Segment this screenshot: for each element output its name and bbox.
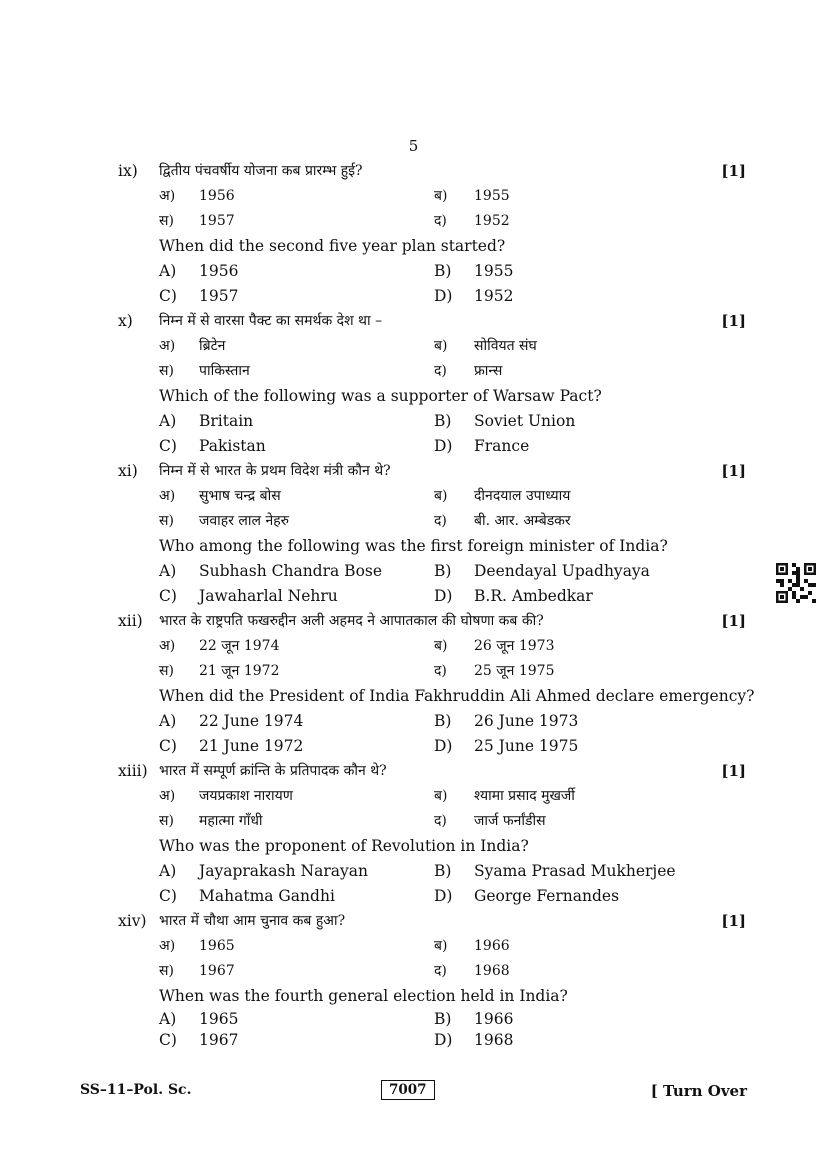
question-text-hindi: निम्न में से भारत के प्रथम विदेश मंत्री कौन थे? (159, 463, 391, 479)
option-d: D) George Fernandes (434, 886, 620, 905)
question-x (118, 308, 746, 458)
option-hindi-d: द) जार्ज फर्नांडीस (434, 813, 546, 829)
marks-badge: [1] (721, 611, 746, 630)
option-hindi-b: ब) 1955 (434, 187, 510, 204)
option-b: B) 1966 (434, 1009, 514, 1028)
marks-badge: [1] (721, 761, 746, 780)
option-hindi-a: अ) 22 जून 1974 (159, 638, 280, 654)
option-b: B) Soviet Union (434, 411, 576, 430)
option-hindi-c: स) महात्मा गाँधी (159, 813, 263, 829)
option-hindi-a: अ) सुभाष चन्द्र बोस (159, 488, 281, 504)
option-d: D) 1968 (434, 1030, 514, 1049)
marks-badge: [1] (721, 311, 746, 330)
question-text-hindi: भारत में चौथा आम चुनाव कब हुआ? (159, 913, 346, 929)
option-b: B) 1955 (434, 261, 514, 280)
option-hindi-b: ब) 26 जून 1973 (434, 638, 555, 654)
page-number: 5 (408, 137, 419, 155)
option-c: C) 21 June 1972 (159, 736, 304, 755)
marks-badge: [1] (721, 911, 746, 930)
option-hindi-a: अ) 1965 (159, 937, 235, 954)
option-hindi-c: स) पाकिस्तान (159, 363, 250, 379)
option-d: D) B.R. Ambedkar (434, 586, 593, 605)
option-hindi-a: अ) 1956 (159, 187, 235, 204)
option-b: B) Syama Prasad Mukherjee (434, 861, 676, 880)
question-number: xiv) (118, 911, 147, 930)
option-hindi-b: ब) सोवियत संघ (434, 338, 537, 354)
option-c: C) 1967 (159, 1030, 239, 1049)
option-c: C) Jawaharlal Nehru (159, 586, 338, 605)
qr-code-icon (776, 563, 816, 603)
option-b: B) Deendayal Upadhyaya (434, 561, 650, 580)
option-hindi-d: द) 25 जून 1975 (434, 663, 555, 679)
option-hindi-d: द) 1952 (434, 212, 510, 229)
page-code-box: 7007 (381, 1080, 435, 1100)
option-hindi-b: ब) 1966 (434, 937, 510, 954)
option-hindi-c: स) 1957 (159, 212, 235, 229)
question-text-english: Who among the following was the first foreign minister of India? (159, 536, 668, 555)
question-text-english: Who was the proponent of Revolution in India? (159, 836, 529, 855)
question-number: x) (118, 311, 133, 330)
option-a: A) 1956 (159, 261, 239, 280)
question-text-english: When did the second five year plan started? (159, 236, 506, 255)
question-xiv (118, 908, 746, 1050)
question-text-hindi: निम्न में से वारसा पैक्ट का समर्थक देश था – (159, 313, 383, 329)
question-text-english: When did the President of India Fakhruddin Ali Ahmed declare emergency? (159, 686, 755, 705)
option-a: A) 22 June 1974 (159, 711, 304, 730)
option-a: A) Subhash Chandra Bose (159, 561, 383, 580)
marks-badge: [1] (721, 461, 746, 480)
turn-over-label: [ Turn Over (650, 1082, 747, 1100)
question-number: xiii) (118, 761, 148, 780)
option-hindi-a: अ) जयप्रकाश नारायण (159, 788, 293, 804)
question-xiii (118, 758, 746, 908)
option-c: C) Mahatma Gandhi (159, 886, 335, 905)
option-hindi-d: द) बी. आर. अम्बेडकर (434, 513, 571, 529)
question-text-english: Which of the following was a supporter of Warsaw Pact? (159, 386, 602, 405)
option-hindi-b: ब) दीनदयाल उपाध्याय (434, 488, 571, 504)
question-xii (118, 608, 755, 758)
option-hindi-c: स) 21 जून 1972 (159, 663, 280, 679)
question-number: xi) (118, 461, 138, 480)
page-footer (80, 1080, 747, 1104)
marks-badge: [1] (721, 161, 746, 180)
question-number: ix) (118, 161, 138, 180)
option-a: A) Britain (159, 411, 254, 430)
option-hindi-c: स) 1967 (159, 962, 235, 979)
option-hindi-b: ब) श्यामा प्रसाद मुखर्जी (434, 788, 575, 804)
option-hindi-a: अ) ब्रिटेन (159, 338, 226, 354)
question-text-hindi: भारत में सम्पूर्ण क्रांन्ति के प्रतिपादक कौन थे? (159, 763, 387, 779)
option-c: C) Pakistan (159, 436, 266, 455)
question-number: xii) (118, 611, 143, 630)
question-text-hindi: द्वितीय पंचवर्षीय योजना कब प्रारम्भ हुई? (159, 163, 363, 179)
option-hindi-d: द) फ्रान्स (434, 363, 503, 379)
option-a: A) Jayaprakash Narayan (159, 861, 368, 880)
option-d: D) 25 June 1975 (434, 736, 579, 755)
question-ix (118, 158, 746, 308)
paper-code: SS–11–Pol. Sc. (80, 1082, 192, 1098)
option-d: D) 1952 (434, 286, 514, 305)
question-list (118, 158, 755, 1050)
question-text-hindi: भारत के राष्ट्रपति फखरुद्दीन अली अहमद ने आपातकाल की घोषणा कब की? (159, 613, 544, 629)
option-d: D) France (434, 436, 530, 455)
option-b: B) 26 June 1973 (434, 711, 579, 730)
option-hindi-c: स) जवाहर लाल नेहरु (159, 513, 290, 529)
option-a: A) 1965 (159, 1009, 239, 1028)
question-text-english: When was the fourth general election held in India? (159, 986, 568, 1005)
option-c: C) 1957 (159, 286, 239, 305)
option-hindi-d: द) 1968 (434, 962, 510, 979)
question-xi (118, 458, 746, 608)
